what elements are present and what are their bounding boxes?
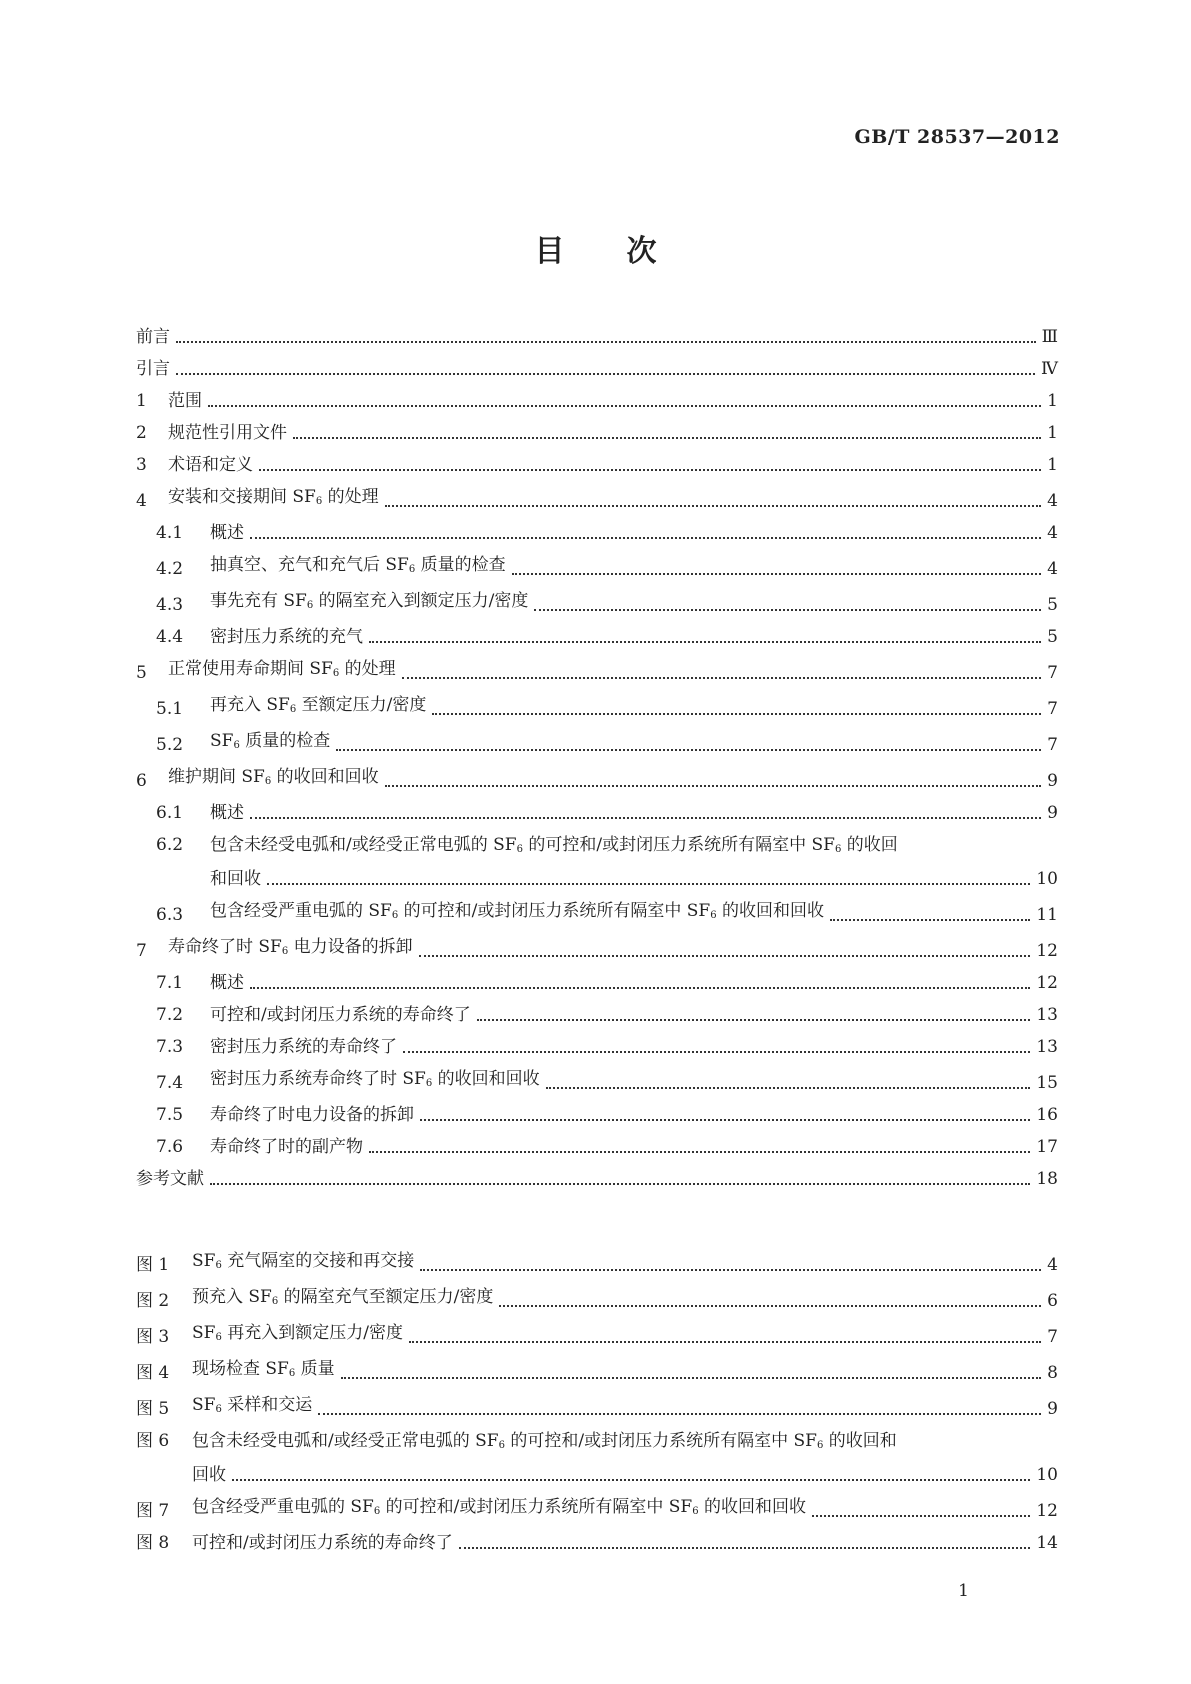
leader-dots <box>318 1413 1041 1415</box>
figure-number: 图 4 <box>136 1363 170 1383</box>
toc-entry-number: 4.1 <box>156 523 184 543</box>
toc-entry-4-2[interactable] <box>136 554 1058 581</box>
toc-entry-number: 7.2 <box>156 1005 184 1025</box>
toc-entry-page: Ⅳ <box>1041 359 1058 379</box>
leader-dots <box>409 1341 1041 1343</box>
toc-entry-number: 7.5 <box>156 1105 184 1125</box>
toc-entry-page: 15 <box>1036 1073 1058 1093</box>
leader-dots <box>232 1479 1030 1481</box>
figure-page: 10 <box>1036 1465 1058 1485</box>
leader-dots <box>259 469 1041 471</box>
title-part-2: 次 <box>626 234 657 269</box>
toc-entry-text: 概述 <box>210 523 244 543</box>
toc-entry-page: Ⅲ <box>1041 327 1058 347</box>
leader-dots <box>250 537 1041 539</box>
figure-entry-2[interactable] <box>136 1286 1058 1313</box>
toc-entry-text: 密封压力系统寿命终了时 $SF_6$ 的收回和回收 <box>210 1069 540 1089</box>
toc-entry-foreword[interactable] <box>136 326 1058 349</box>
leader-dots <box>210 1183 1030 1185</box>
page-title <box>0 226 1191 270</box>
toc-entry-number: 6.3 <box>156 905 184 925</box>
toc-entry-text-continued: 和回收 <box>210 869 261 889</box>
toc-entry-page: 17 <box>1036 1137 1058 1157</box>
figure-number: 图 5 <box>136 1399 170 1419</box>
figure-text: $SF_6$ 再充入到额定压力/密度 <box>192 1323 403 1343</box>
toc-entry-page: 10 <box>1036 869 1058 889</box>
toc-entry-number: 4.4 <box>156 627 184 647</box>
toc-entry-7-5[interactable] <box>136 1104 1058 1127</box>
toc-entry-page: 12 <box>1036 941 1058 961</box>
toc-entry-text: $SF_6$ 质量的检查 <box>210 731 331 751</box>
leader-dots <box>250 817 1041 819</box>
figure-entry-6[interactable] <box>136 1430 1058 1487</box>
figure-number: 图 1 <box>136 1255 170 1275</box>
toc-entry-number: 7.1 <box>156 973 184 993</box>
toc-entry-number: 4.3 <box>156 595 184 615</box>
leader-dots <box>432 713 1041 715</box>
toc-entry-text: 可控和/或封闭压力系统的寿命终了 <box>210 1005 471 1025</box>
toc-entry-text: 术语和定义 <box>168 455 253 475</box>
toc-entry-7-1[interactable] <box>136 972 1058 995</box>
leader-dots <box>336 749 1041 751</box>
toc-entry-5-2[interactable] <box>136 730 1058 757</box>
figure-entry-7[interactable] <box>136 1496 1058 1523</box>
figure-list <box>136 1250 1058 1564</box>
figure-text: 包含经受严重电弧的 $SF_6$ 的可控和/或封闭压力系统所有隔室中 $SF_6$ 的收回和回收 <box>192 1497 806 1517</box>
toc-entry-page: 4 <box>1047 523 1058 543</box>
toc-entry-4-3[interactable] <box>136 590 1058 617</box>
figure-page: 8 <box>1047 1363 1058 1383</box>
toc-entry-number: 2 <box>136 423 147 443</box>
toc-entry-text: 抽真空、充气和充气后 $SF_6$ 质量的检查 <box>210 555 506 575</box>
toc-entry-page: 4 <box>1047 559 1058 579</box>
figure-entry-4[interactable] <box>136 1358 1058 1385</box>
figure-page: 6 <box>1047 1291 1058 1311</box>
toc-entry-text: 维护期间 $SF_6$ 的收回和回收 <box>168 767 379 787</box>
toc-entry-number: 7.6 <box>156 1137 184 1157</box>
toc-entry-text: 再充入 $SF_6$ 至额定压力/密度 <box>210 695 427 715</box>
toc-entry-2[interactable] <box>136 422 1058 445</box>
toc-entry-page: 13 <box>1036 1005 1058 1025</box>
figure-text: 包含未经受电弧和/或经受正常电弧的 $SF_6$ 的可控和/或封闭压力系统所有隔室中 $SF_6$ 的收回和 <box>192 1431 897 1451</box>
leader-dots <box>546 1087 1031 1089</box>
toc-entry-text: 正常使用寿命期间 $SF_6$ 的处理 <box>168 659 396 679</box>
toc-entry-page: 5 <box>1047 595 1058 615</box>
toc-entry-5[interactable] <box>136 658 1058 685</box>
toc-entry-text: 引言 <box>136 359 170 379</box>
toc-entry-1[interactable] <box>136 390 1058 413</box>
toc-entry-text: 概述 <box>210 803 244 823</box>
toc-entry-page: 13 <box>1036 1037 1058 1057</box>
figure-number: 图 2 <box>136 1291 170 1311</box>
leader-dots <box>477 1019 1031 1021</box>
toc-entry-text: 寿命终了时电力设备的拆卸 <box>210 1105 414 1125</box>
toc-entry-5-1[interactable] <box>136 694 1058 721</box>
leader-dots <box>419 955 1031 957</box>
leader-dots <box>293 437 1041 439</box>
toc-entry-7-6[interactable] <box>136 1136 1058 1159</box>
toc-list <box>136 326 1058 1200</box>
toc-entry-page: 7 <box>1047 663 1058 683</box>
toc-entry-text: 寿命终了时 $SF_6$ 电力设备的拆卸 <box>168 937 413 957</box>
figure-entry-8[interactable] <box>136 1532 1058 1555</box>
leader-dots <box>208 405 1041 407</box>
leader-dots <box>830 919 1030 921</box>
figure-number: 图 7 <box>136 1501 170 1521</box>
figure-entry-5[interactable] <box>136 1394 1058 1421</box>
leader-dots <box>385 505 1042 507</box>
leader-dots <box>176 341 1036 343</box>
figure-page: 14 <box>1036 1533 1058 1553</box>
figure-text: 现场检查 $SF_6$ 质量 <box>192 1359 335 1379</box>
toc-entry-number: 7.4 <box>156 1073 184 1093</box>
figure-page: 9 <box>1047 1399 1058 1419</box>
toc-entry-page: 7 <box>1047 735 1058 755</box>
leader-dots <box>499 1305 1041 1307</box>
figure-number: 图 6 <box>136 1431 170 1451</box>
toc-entry-6-2[interactable] <box>136 834 1058 891</box>
toc-entry-page: 16 <box>1036 1105 1058 1125</box>
toc-entry-text: 事先充有 $SF_6$ 的隔室充入到额定压力/密度 <box>210 591 529 611</box>
standard-code: GB/T 28537—2012 <box>854 126 1060 148</box>
leader-dots <box>512 573 1042 575</box>
figure-text: $SF_6$ 采样和交运 <box>192 1395 313 1415</box>
toc-entry-4-1[interactable] <box>136 522 1058 545</box>
toc-entry-7-3[interactable] <box>136 1036 1058 1059</box>
leader-dots <box>369 1151 1030 1153</box>
toc-entry-7[interactable] <box>136 936 1058 963</box>
toc-entry-page: 18 <box>1036 1169 1058 1189</box>
figure-number: 图 8 <box>136 1533 170 1553</box>
toc-entry-text: 前言 <box>136 327 170 347</box>
figure-text: 可控和/或封闭压力系统的寿命终了 <box>192 1533 453 1553</box>
toc-entry-bibliography[interactable] <box>136 1168 1058 1191</box>
leader-dots <box>459 1547 1031 1549</box>
toc-entry-4-4[interactable] <box>136 626 1058 649</box>
toc-entry-page: 1 <box>1047 423 1058 443</box>
toc-entry-number: 5.2 <box>156 735 184 755</box>
toc-entry-7-2[interactable] <box>136 1004 1058 1027</box>
toc-entry-number: 4.2 <box>156 559 184 579</box>
toc-entry-text: 密封压力系统的充气 <box>210 627 363 647</box>
toc-entry-page: 9 <box>1047 803 1058 823</box>
figure-text: $SF_6$ 充气隔室的交接和再交接 <box>192 1251 415 1271</box>
leader-dots <box>403 1051 1030 1053</box>
toc-entry-3[interactable] <box>136 454 1058 477</box>
toc-entry-page: 7 <box>1047 699 1058 719</box>
toc-entry-page: 1 <box>1047 455 1058 475</box>
toc-entry-number: 3 <box>136 455 147 475</box>
leader-dots <box>176 373 1035 375</box>
toc-entry-text: 参考文献 <box>136 1169 204 1189</box>
toc-entry-page: 1 <box>1047 391 1058 411</box>
toc-entry-introduction[interactable] <box>136 358 1058 381</box>
toc-entry-number: 5.1 <box>156 699 184 719</box>
figure-text: 预充入 $SF_6$ 的隔室充气至额定压力/密度 <box>192 1287 494 1307</box>
toc-entry-page: 12 <box>1036 973 1058 993</box>
toc-entry-number: 6 <box>136 771 147 791</box>
leader-dots <box>250 987 1030 989</box>
leader-dots <box>341 1377 1042 1379</box>
figure-entry-1[interactable] <box>136 1250 1058 1277</box>
leader-dots <box>267 883 1030 885</box>
toc-entry-7-4[interactable] <box>136 1068 1058 1095</box>
toc-entry-text: 包含经受严重电弧的 $SF_6$ 的可控和/或封闭压力系统所有隔室中 $SF_6$ 的收回和回收 <box>210 901 824 921</box>
toc-entry-text: 范围 <box>168 391 202 411</box>
figure-entry-3[interactable] <box>136 1322 1058 1349</box>
toc-entry-number: 6.2 <box>156 835 184 855</box>
toc-entry-4[interactable] <box>136 486 1058 513</box>
toc-entry-number: 4 <box>136 491 147 511</box>
toc-entry-text: 安装和交接期间 $SF_6$ 的处理 <box>168 487 379 507</box>
figure-text-continued: 回收 <box>192 1465 226 1485</box>
toc-entry-number: 1 <box>136 391 147 411</box>
toc-entry-number: 7.3 <box>156 1037 184 1057</box>
toc-entry-number: 5 <box>136 663 147 683</box>
toc-entry-text: 包含未经受电弧和/或经受正常电弧的 $SF_6$ 的可控和/或封闭压力系统所有隔室中 $SF_6$ 的收回 <box>210 835 898 855</box>
figure-number: 图 3 <box>136 1327 170 1347</box>
toc-entry-6[interactable] <box>136 766 1058 793</box>
toc-entry-number: 6.1 <box>156 803 184 823</box>
toc-entry-6-1[interactable] <box>136 802 1058 825</box>
leader-dots <box>420 1119 1030 1121</box>
leader-dots <box>812 1515 1030 1517</box>
figure-page: 4 <box>1047 1255 1058 1275</box>
leader-dots <box>369 641 1041 643</box>
toc-entry-page: 5 <box>1047 627 1058 647</box>
figure-page: 7 <box>1047 1327 1058 1347</box>
toc-entry-page: 4 <box>1047 491 1058 511</box>
toc-entry-6-3[interactable] <box>136 900 1058 927</box>
toc-entry-text: 密封压力系统的寿命终了 <box>210 1037 397 1057</box>
leader-dots <box>402 677 1042 679</box>
leader-dots <box>534 609 1041 611</box>
toc-entry-text: 寿命终了时的副产物 <box>210 1137 363 1157</box>
toc-entry-page: 11 <box>1036 905 1058 925</box>
leader-dots <box>420 1269 1041 1271</box>
toc-entry-text: 规范性引用文件 <box>168 423 287 443</box>
toc-entry-text: 概述 <box>210 973 244 993</box>
figure-page: 12 <box>1036 1501 1058 1521</box>
toc-entry-number: 7 <box>136 941 147 961</box>
leader-dots <box>385 785 1042 787</box>
title-part-1: 目 <box>534 234 565 269</box>
toc-entry-page: 9 <box>1047 771 1058 791</box>
page-number: 1 <box>958 1581 969 1601</box>
